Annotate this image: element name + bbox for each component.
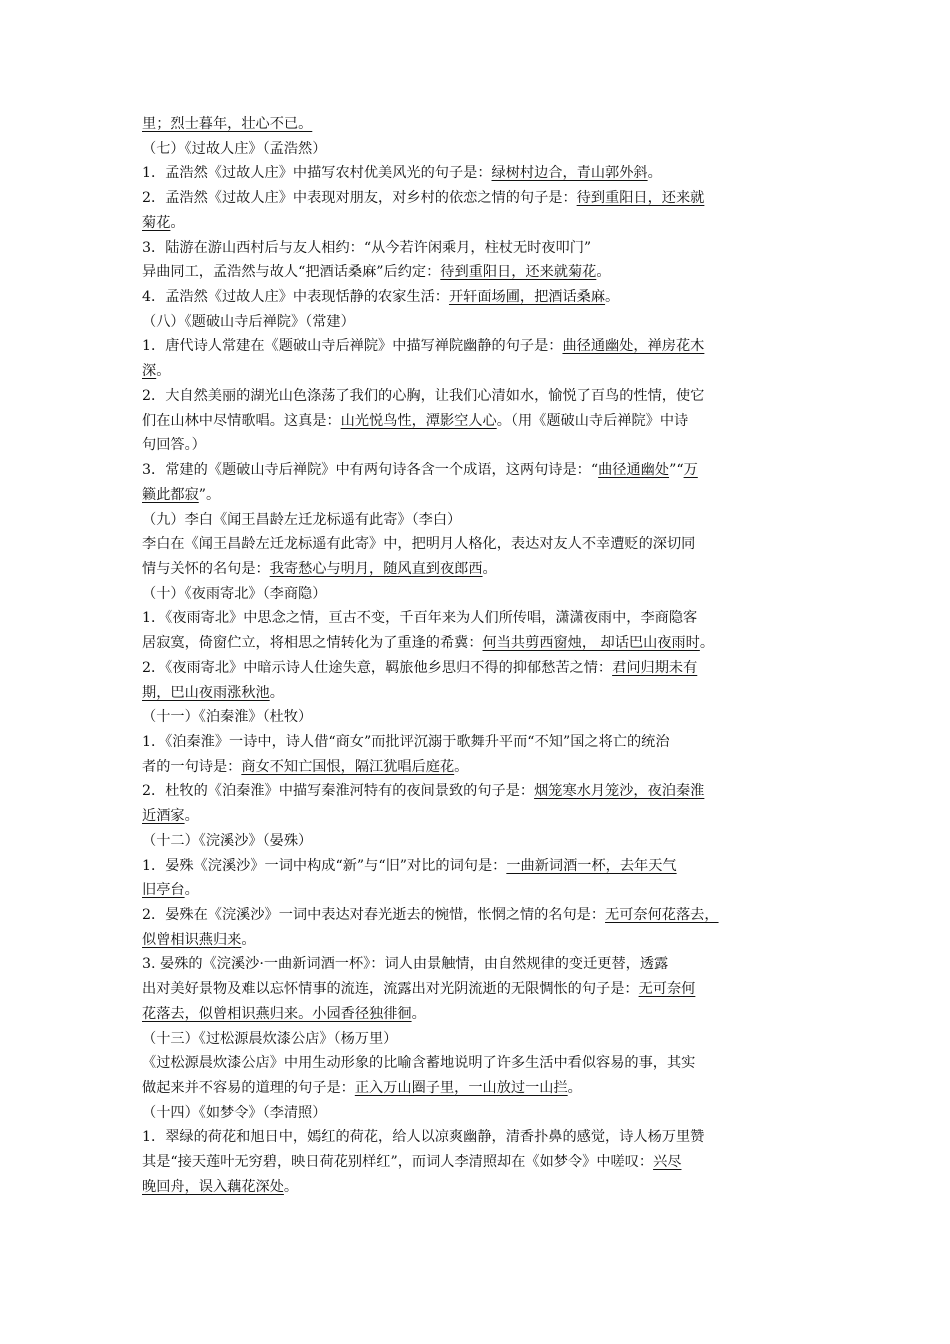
text-segment: ”“ <box>669 462 684 479</box>
answer-underlined: 曲径通幽处，禅房花木 <box>562 338 705 355</box>
text-line <box>142 878 810 903</box>
text-line <box>142 433 810 458</box>
text-line <box>142 334 810 359</box>
section-heading <box>142 1027 810 1052</box>
text-segment: 居寂寞，倚窗伫立，将相思之情转化为了重逢的希冀： <box>142 635 483 652</box>
text-segment: 。 <box>482 560 497 577</box>
text-line <box>142 952 810 977</box>
text-line <box>142 779 810 804</box>
text-segment: 李白在《闻王昌龄左迁龙标遥有此寄》中，把明月人格化，表达对友人不幸遭贬的深切同 <box>142 536 696 553</box>
text-line <box>142 656 810 681</box>
text-segment: 2．杜牧的《泊秦淮》中描写秦淮河特有的夜间景致的句子是： <box>142 783 535 800</box>
text-line <box>142 211 810 236</box>
text-segment: 4．孟浩然《过故人庄》中表现恬静的农家生活： <box>142 289 449 306</box>
text-segment: 句回答。） <box>142 437 206 454</box>
answer-underlined: 无可奈何花落去， <box>605 907 719 923</box>
section-heading <box>142 508 810 533</box>
text-line <box>142 928 810 953</box>
text-line <box>142 285 810 310</box>
text-segment: 2．孟浩然《过故人庄》中表现对朋友，对乡村的依恋之情的句子是： <box>142 190 577 207</box>
text-line <box>142 977 810 1002</box>
text-line <box>142 260 810 285</box>
answer-underlined: 旧亭台 <box>142 882 185 899</box>
answer-underlined: 兴尽 <box>653 1154 682 1171</box>
text-segment: （八）《题破山寺后禅院》（常建） <box>142 313 355 330</box>
text-line <box>142 557 810 582</box>
text-segment: 。 <box>454 758 469 775</box>
text-segment: （十一）《泊秦淮》（杜牧） <box>142 709 313 726</box>
text-segment: 1．唐代诗人常建在《题破山寺后禅院》中描写禅院幽静的句子是： <box>142 338 563 355</box>
answer-underlined: 待到重阳日，还来就菊花 <box>440 264 597 281</box>
text-segment: 1．晏殊《浣溪沙》一词中构成“新”与“旧”对比的词句是： <box>142 857 507 874</box>
text-segment: 3. 晏殊的《浣溪沙·一曲新词酒一杯》：词人由景触情，由自然规律的变迁更替，透露 <box>142 956 669 973</box>
text-line <box>142 186 810 211</box>
answer-underlined: 我寄愁心与明月，随风直到夜郎西 <box>269 560 483 577</box>
text-segment: 。 <box>411 1005 426 1022</box>
text-segment: 出对美好景物及难以忘怀情事的流连，流露出对光阴流逝的无限惆怅的句子是： <box>142 981 639 998</box>
text-segment: 做起来并不容易的道理的句子是： <box>142 1080 355 1097</box>
text-segment: 。 <box>699 635 715 652</box>
text-line <box>142 483 810 508</box>
text-line <box>142 458 810 483</box>
text-segment: 3．常建的《题破山寺后禅院》中有两句诗各含一个成语，这两句诗是：“ <box>142 462 599 479</box>
text-segment: 。 <box>269 684 284 701</box>
answer-underlined: 山光悦鸟性，潭影空人心 <box>340 412 497 429</box>
answer-underlined: 商女不知亡国恨，隔江犹唱后庭花 <box>241 758 455 775</box>
text-segment: 2．晏殊在《浣溪沙》一词中表达对春光逝去的惋惜，怅惘之情的名句是： <box>142 907 606 923</box>
text-line <box>142 112 810 137</box>
text-segment: 。 <box>184 882 199 899</box>
text-segment: （十）《夜雨寄北》（李商隐） <box>142 585 327 602</box>
answer-underlined: 何当共剪西窗烛， 却话巴山夜雨时 <box>482 635 700 652</box>
text-line <box>142 854 810 879</box>
text-segment: 1．孟浩然《过故人庄》中描写农村优美风光的句子是： <box>142 165 492 182</box>
answer-underlined: 近酒家 <box>142 808 185 825</box>
text-segment: 3．陆游在游山西村后与友人相约：“从今若许闲乘月，柱杖无时夜叩门” <box>142 239 592 256</box>
text-segment: 异曲同工，孟浩然与故人“把酒话桑麻”后约定： <box>142 264 441 281</box>
document-body <box>142 112 810 1200</box>
text-line <box>142 606 810 631</box>
text-segment: ”。 <box>198 486 221 503</box>
text-line <box>142 755 810 780</box>
answer-underlined: 开轩面场圃，把酒话桑麻 <box>448 289 606 306</box>
answer-underlined: 无可奈何 <box>638 981 696 998</box>
text-segment: 。 <box>156 363 171 380</box>
text-line <box>142 1002 810 1027</box>
text-segment: 。 <box>596 264 611 281</box>
section-heading <box>142 137 810 162</box>
text-segment: 。 <box>283 1178 299 1195</box>
text-line <box>142 631 810 656</box>
answer-underlined: 君问归期未有 <box>612 659 698 676</box>
answer-underlined: 期，巴山夜雨涨秋池 <box>142 684 270 701</box>
text-segment: 2．《夜雨寄北》中暗示诗人仕途失意，羁旅他乡思归不得的抑郁愁苦之情： <box>142 659 613 676</box>
section-heading <box>142 310 810 335</box>
text-segment: 们在山林中尽情歌唱。这真是： <box>142 412 341 429</box>
text-segment: 。 <box>567 1080 582 1097</box>
text-line <box>142 1051 810 1076</box>
text-line <box>142 1175 810 1200</box>
text-segment: 1．翠绿的荷花和旭日中，嫣红的荷花，给人以凉爽幽静，清香扑鼻的感觉，诗人杨万里赞 <box>142 1129 705 1146</box>
answer-underlined: 一曲新词酒一杯，去年天气 <box>506 857 677 874</box>
text-line <box>142 804 810 829</box>
text-segment: 者的一句诗是： <box>142 758 242 775</box>
text-line <box>142 730 810 755</box>
section-heading <box>142 582 810 607</box>
answer-underlined: 万 <box>683 462 698 479</box>
answer-underlined: 烟笼寒水月笼沙，夜泊秦淮 <box>534 783 705 800</box>
text-segment: （七）《过故人庄》（孟浩然） <box>142 140 327 157</box>
text-segment: 《过松源晨炊漆公店》中用生动形象的比喻含蓄地说明了许多生活中看似容易的事，其实 <box>142 1055 696 1072</box>
text-line <box>142 1150 810 1175</box>
text-segment: 。 <box>241 931 256 948</box>
text-segment: （九）李白《闻王昌龄左迁龙标遥有此寄》（李白） <box>142 511 462 528</box>
text-line <box>142 903 810 928</box>
text-line <box>142 409 810 434</box>
answer-underlined: 似曾相识燕归来 <box>142 931 242 948</box>
text-segment: （十二）《浣溪沙》（晏殊） <box>142 832 313 849</box>
text-line <box>142 236 810 261</box>
section-heading <box>142 829 810 854</box>
text-line <box>142 681 810 706</box>
answer-underlined: 菊花 <box>142 214 171 231</box>
answer-underlined: 籁此都寂 <box>142 486 199 503</box>
text-line <box>142 1076 810 1101</box>
text-segment: 1．《夜雨寄北》中思念之情，亘古不变，千百年来为人们所传唱，潇潇夜雨中，李商隐客 <box>142 610 698 627</box>
text-segment: 。 <box>647 165 662 182</box>
text-segment: 。 <box>605 289 620 306</box>
text-segment: （十四）《如梦令》（李清照） <box>142 1104 327 1121</box>
text-line <box>142 359 810 384</box>
text-segment: 。 <box>170 214 185 231</box>
text-line <box>142 1125 810 1150</box>
section-heading <box>142 705 810 730</box>
text-segment: 其是“接天莲叶无穷碧，映日荷花别样红”，而词人李清照却在《如梦令》中嗟叹： <box>142 1154 654 1171</box>
answer-underlined: 晚回舟，误入藕花深处 <box>142 1178 284 1195</box>
answer-underlined: 待到重阳日，还来就 <box>576 190 705 207</box>
text-segment: 。 <box>184 808 199 825</box>
section-heading <box>142 1101 810 1126</box>
answer-underlined: 花落去，似曾相识燕归来。小园香径独徘徊 <box>142 1005 412 1022</box>
text-segment: 。（用《题破山寺后禅院》中诗 <box>496 412 689 429</box>
text-segment: （十三）《过松源晨炊漆公店》（杨万里） <box>142 1030 398 1047</box>
text-line <box>142 161 810 186</box>
text-line <box>142 532 810 557</box>
text-segment: 2．大自然美丽的湖光山色涤荡了我们的心胸，让我们心清如水，愉悦了百鸟的性情，使它 <box>142 387 705 404</box>
answer-underlined: 绿树村边合，青山郭外斜 <box>491 165 648 182</box>
text-segment: 情与关怀的名句是： <box>142 560 270 577</box>
answer-underlined: 正入万山圈子里，一山放过一山拦 <box>354 1080 568 1097</box>
text-line <box>142 384 810 409</box>
answer-underlined: 深 <box>142 363 157 380</box>
text-segment: 1．《泊秦淮》一诗中，诗人借“商女”而批评沉溺于歌舞升平而“不知”国之将亡的统治 <box>142 733 670 750</box>
answer-underlined: 曲径通幽处 <box>598 462 670 479</box>
answer-underlined: 里；烈士暮年，壮心不已。 <box>142 116 313 132</box>
